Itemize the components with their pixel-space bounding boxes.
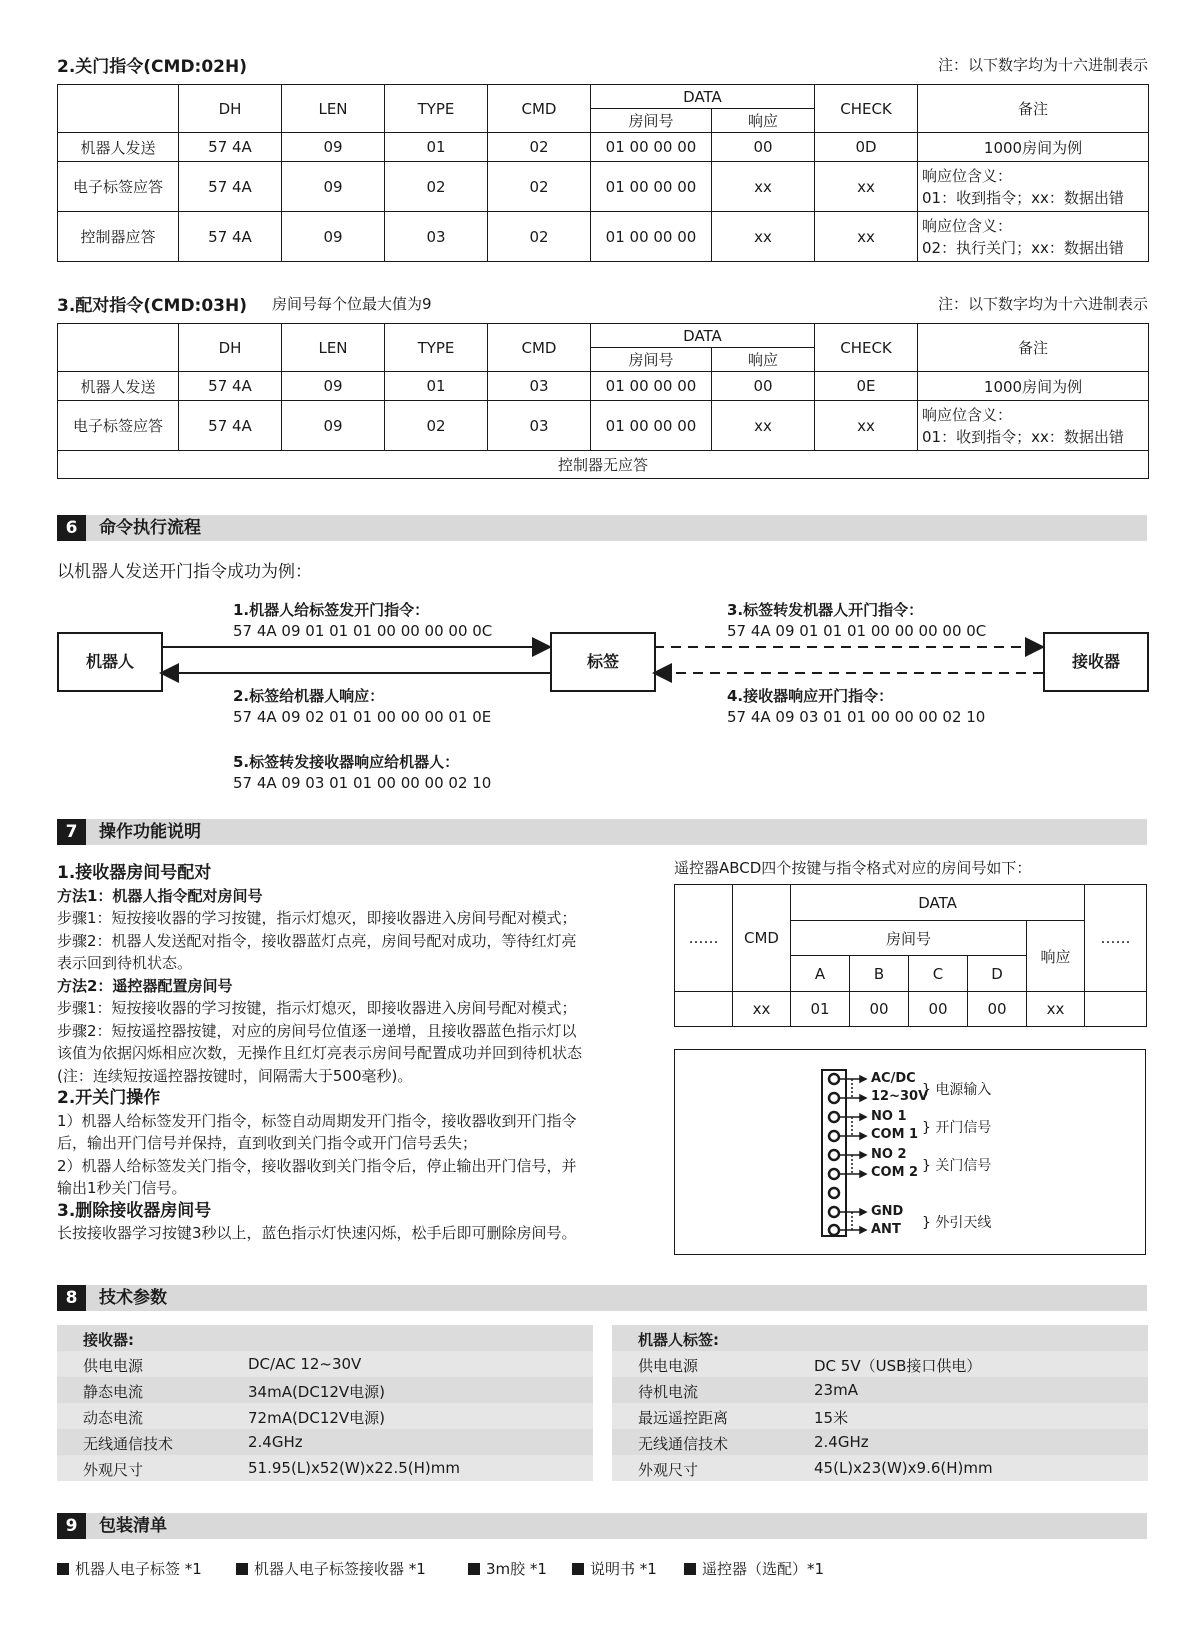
terminal-acdc: AC/DC [871,1071,916,1086]
spec-row: 动态电流 72mA(DC12V电源) [57,1403,593,1429]
remote-caption: 遥控器ABCD四个按键与指令格式对应的房间号如下： [674,859,1032,877]
header-data: DATA [591,85,815,109]
robot-box: 机器人 [57,632,163,692]
spec-row: 供电电源 DC 5V（USB接口供电） [612,1351,1148,1377]
header-remark: 备注 [918,85,1149,133]
close-signal-label: } 关门信号 [922,1158,992,1174]
pair-command-table: DH LEN TYPE CMD DATA CHECK 备注 房间号 响应 机器人发送 57 4A 09 01 03 01 00 00 00 00 0E 1000房间为例 电子标签应答 57 4A 09 02 03 01 00 00 00 xx xx 响应位含义： 01：收到指令；xx：数据出错 控制器无应答 [57,323,1149,479]
spec-row: 无线通信技术 2.4GHz [638,1433,869,1453]
receiver-spec-panel: 接收器: 供电电源 DC/AC 12~30V 静态电流 34mA(DC12V电源) 动态电流 72mA(DC12V电源) 无线通信技术 2.4GHz 外观尺寸 51.95(L)x52(W)x22.5(H)mm [57,1325,593,1481]
section-number: 7 [57,819,86,845]
pair-command-title: 3.配对指令(CMD:03H) [57,296,248,316]
header-resp: 响应 [712,109,815,133]
header-dh: DH [179,85,282,133]
step-2-label: 2.标签给机器人响应： [233,687,385,705]
section-number: 9 [57,1513,86,1539]
section-title: 操作功能说明 [99,822,201,842]
step-3-label: 3.标签转发机器人开门指令： [727,601,924,619]
section-number: 8 [57,1285,86,1311]
terminal-no1: NO 1 [871,1109,907,1124]
bullet-square-icon [684,1563,696,1575]
hex-note: 注：以下数字均为十六进制表示 [937,295,1148,313]
header-len: LEN [282,85,385,133]
step-5-code: 57 4A 09 03 01 01 00 00 00 02 10 [233,774,492,792]
terminal-gnd: GND [871,1204,904,1219]
table-row: 机器人发送 57 4A 09 01 03 01 00 00 00 00 0E 1000房间为例 [58,372,1149,401]
section-8-bar [57,1285,1147,1311]
spec-row: 待机电流 23mA [638,1381,858,1401]
header-type: TYPE [385,85,488,133]
operation-instructions: 1.接收器房间号配对 方法1：机器人指令配对房间号 步骤1：短按接收器的学习按键，指示灯熄灭，即接收器进入房间号配对模式； 步骤2：机器人发送配对指令，接收器蓝灯点亮，房间号配对成功，等待红灯亮 表示回到待机状态。 方法2：遥控器配置房间号 步骤1：短按接收器的学习按键，指示灯熄灭，即接收器进入房间号配对模式； 步骤2：短按遥控器按键，对应的房间号位值逐一递增，且接收器蓝色指示灯以 该值为依据闪烁相应次数，无操作且红灯亮表示房间号配置成功并回到待机状态 (注：连续短按遥控器按键时，间隔需大于500毫秒)。 2.开关门操作 1）机器人给标签发开门指令，标签自动周期发开门指令，接收器收到开门指令 后，输出开门信号并保持，直到收到关门指令或开门信号丢失； 2）机器人给标签发关门指令，接收器收到关门指令后，停止输出开门信号，并 输出1秒关门信号。 3.删除接收器房间号 长按接收器学习按键3秒以上，蓝色指示灯快速闪烁，松手后即可删除房间号。 [57,863,583,1242]
terminal-ant: ANT [871,1222,901,1237]
bullet-square-icon [468,1563,480,1575]
header-room: 房间号 [591,109,712,133]
flow-arrows [0,0,1200,800]
header-cmd: CMD [488,85,591,133]
section-title: 包装清单 [99,1516,167,1536]
step-5-label: 5.标签转发接收器响应给机器人： [233,753,460,771]
section-9-bar [57,1513,1147,1539]
step-4-code: 57 4A 09 03 01 01 00 00 00 02 10 [727,708,986,726]
antenna-label: } 外引天线 [922,1215,992,1231]
terminal-block-icon [816,1068,876,1238]
flow-intro: 以机器人发送开门指令成功为例： [57,562,312,582]
package-item: 遥控器（选配）*1 [684,1558,824,1579]
spec-row: 最远遥控距离 15米 [612,1403,1148,1429]
terminal-com2: COM 2 [871,1165,919,1180]
step-3-code: 57 4A 09 01 01 01 00 00 00 00 0C [727,622,987,640]
table-row: 电子标签应答 57 4A 09 02 02 01 00 00 00 xx xx 响应位含义： 01：收到指令；xx：数据出错 [58,162,1149,212]
spec-row: 供电电源 DC/AC 12~30V [57,1351,593,1377]
no-controller-response: 控制器无应答 [58,451,1149,479]
bullet-square-icon [57,1563,69,1575]
power-input-label: } 电源输入 [922,1082,992,1098]
bullet-square-icon [572,1563,584,1575]
hex-note: 注：以下数字均为十六进制表示 [937,56,1148,74]
robot-tag-spec-panel: 机器人标签: 供电电源 DC 5V（USB接口供电） 待机电流 23mA 最远遥控距离 15米 无线通信技术 2.4GHz 外观尺寸 45(L)x23(W)x9.6(H)mm [612,1325,1148,1481]
table-row: 电子标签应答 57 4A 09 02 03 01 00 00 00 xx xx 响应位含义： 01：收到指令；xx：数据出错 [58,401,1149,451]
section-7-bar [57,819,1147,845]
package-item: 说明书 *1 [572,1558,657,1579]
step-1-code: 57 4A 09 01 01 01 00 00 00 00 0C [233,622,493,640]
section-title: 命令执行流程 [99,518,201,538]
receiver-box: 接收器 [1043,632,1149,692]
table-row: xx 01 00 00 00 xx [675,992,1147,1027]
bullet-square-icon [236,1563,248,1575]
spec-row: 外观尺寸 51.95(L)x52(W)x22.5(H)mm [57,1455,593,1481]
table-row: 控制器应答 57 4A 09 03 02 01 00 00 00 xx xx 响应位含义： 02：执行关门；xx：数据出错 [58,212,1149,262]
package-item: 机器人电子标签 *1 [57,1558,202,1579]
remote-mapping-table: …… CMD DATA …… 房间号 响应 A B C D xx 01 00 00 00 xx [674,884,1147,1027]
step-4-label: 4.接收器响应开门指令： [727,687,894,705]
section-title: 技术参数 [99,1288,167,1308]
step-1-label: 1.机器人给标签发开门指令： [233,601,430,619]
package-item: 3m胶 *1 [468,1558,547,1579]
table-row: 机器人发送 57 4A 09 01 02 01 00 00 00 00 0D 1000房间为例 [58,133,1149,162]
section-number: 6 [57,515,86,541]
header-check: CHECK [815,85,918,133]
terminal-no2: NO 2 [871,1147,907,1162]
open-signal-label: } 开门信号 [922,1120,992,1136]
pair-subnote: 房间号每个位最大值为9 [272,295,432,313]
spec-row: 静态电流 34mA(DC12V电源) [83,1383,386,1401]
spec-row: 外观尺寸 45(L)x23(W)x9.6(H)mm [612,1455,1148,1481]
step-2-code: 57 4A 09 02 01 01 00 00 00 01 0E [233,708,492,726]
close-command-title: 2.关门指令(CMD:02H) [57,57,248,77]
package-item: 机器人电子标签接收器 *1 [236,1558,426,1579]
terminal-com1: COM 1 [871,1127,919,1142]
tag-box: 标签 [550,632,656,692]
spec-row: 无线通信技术 2.4GHz [83,1433,303,1453]
terminal-voltage: 12~30V [871,1089,929,1104]
